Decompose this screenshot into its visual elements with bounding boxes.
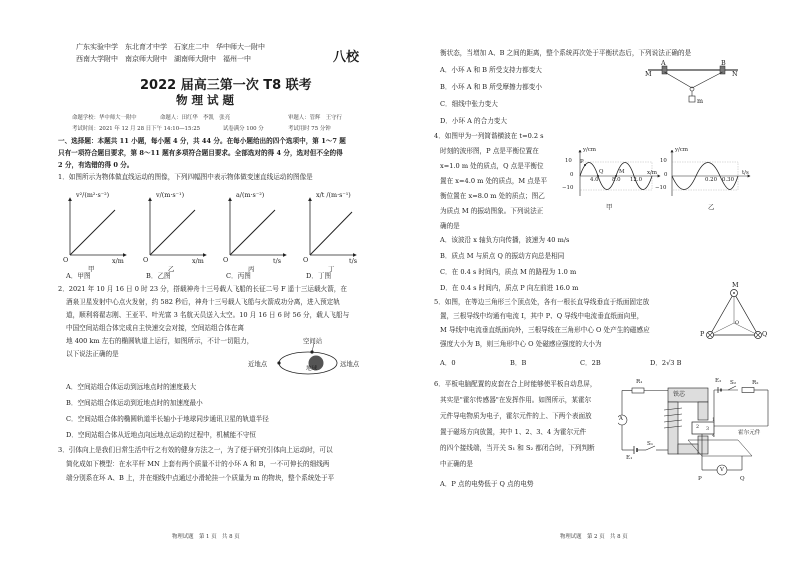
question-2-option-a[interactable]: A．空间站组合体运动到远地点时的速度最大 bbox=[66, 383, 197, 391]
meta-author: 命题人：田红华 李凯 张亮 bbox=[160, 115, 231, 121]
pullup-label-M: M bbox=[645, 70, 652, 78]
wave-jia-xtick-3: 12.0 bbox=[630, 177, 643, 183]
question-2-line2: 酒泉卫星发射中心点火发射，约 582 秒后，神舟十三号载人飞船与火箭成功分离，进入预定轨 bbox=[66, 298, 340, 306]
question-5-option-b[interactable]: B．B bbox=[510, 359, 527, 367]
question-6-line3: 元件导电物质为电子，霍尔元件的上、下两个表面放 bbox=[440, 412, 592, 420]
footer-left: 物理试题 第 1 页 共 8 页 bbox=[172, 534, 240, 540]
wave-jia-xtick-2: 8.0 bbox=[612, 177, 621, 183]
graph-ding-origin: O bbox=[303, 256, 309, 264]
eight-schools-badge: 八校 bbox=[333, 50, 360, 65]
graph-yi-origin: O bbox=[143, 256, 149, 264]
hall-label-element: 霍尔元件 bbox=[738, 430, 761, 436]
graph-ding-ylabel: x/t /(m·s⁻¹) bbox=[316, 191, 351, 199]
question-5-option-c[interactable]: C．2B bbox=[580, 359, 601, 367]
wave-jia-label-P: P bbox=[580, 159, 584, 165]
graph-jia-origin: O bbox=[63, 256, 69, 264]
graph-jia-caption: 甲 bbox=[88, 265, 95, 273]
question-1-option-c[interactable]: C．丙图 bbox=[226, 272, 251, 280]
pullup-label-N: N bbox=[732, 70, 738, 78]
hall-label-Q: Q bbox=[740, 476, 745, 482]
graph-yi-xlabel: x/m bbox=[192, 257, 204, 265]
triangle-figure bbox=[700, 285, 770, 345]
question-6-line2: 其实是"霍尔传感器"在发挥作用。如图所示，某霍尔 bbox=[440, 396, 592, 404]
graph-ding bbox=[310, 198, 356, 255]
graph-yi-ylabel: v/(m·s⁻¹) bbox=[156, 191, 185, 199]
wave-jia-ytick-top: 10 bbox=[565, 158, 572, 164]
wave-jia-ytick-bottom: −10 bbox=[562, 185, 574, 191]
pullup-label-A: A bbox=[661, 59, 666, 67]
question-2-line1: 2．2021 年 10 月 16 日 0 时 23 分，搭载神舟十三号载人飞船的长征二号 F 遥十三运载火箭，在 bbox=[58, 285, 347, 293]
question-2-option-b[interactable]: B．空间站组合体运动到近地点时的加速度最小 bbox=[66, 399, 203, 407]
meta-school: 命题学校：华中师大一附中 bbox=[72, 115, 137, 121]
wave-graph-yi bbox=[672, 150, 750, 196]
hall-label-R2: R₂ bbox=[752, 380, 759, 386]
orbit-perigee-label: 近地点 bbox=[248, 360, 268, 368]
school-list-row2: 西南大学附中 南京师大附中 湖南师大附中 福州一中 bbox=[76, 55, 251, 63]
graph-jia-xlabel: x/m bbox=[112, 257, 124, 265]
wave-yi-ylabel: y/cm bbox=[675, 147, 688, 153]
question-6-line4: 置于磁场方向放置，其中 1、2、3、4 为霍尔元件 bbox=[440, 428, 587, 436]
question-4-line2: 时刻的波形图，P 点是平衡位置在 bbox=[440, 147, 539, 155]
graph-yi bbox=[150, 198, 206, 255]
wave-jia-caption: 甲 bbox=[606, 203, 613, 211]
hall-label-voltmeter: V bbox=[720, 467, 724, 473]
graph-bing-origin: O bbox=[223, 256, 229, 264]
question-4-option-a[interactable]: A．该波沿 x 轴负方向传播，波速为 40 m/s bbox=[440, 236, 570, 244]
wave-yi-caption: 乙 bbox=[708, 203, 715, 211]
pullup-figure bbox=[640, 58, 745, 110]
question-4-line3: x=1.0 m 处的质点，Q 点是平衡位 bbox=[440, 162, 544, 170]
question-4-option-d[interactable]: D．在 0.4 s 时间内，质点 P 向左前进 16.0 m bbox=[440, 284, 579, 292]
wave-yi-ytick-bottom: −10 bbox=[655, 185, 667, 191]
hall-label-terminal-4: 4 bbox=[712, 434, 716, 439]
hall-label-core: 铁芯 bbox=[673, 391, 686, 398]
hall-label-terminal-3: 3 bbox=[706, 427, 710, 432]
wave-yi-xtick-2: 0.30 bbox=[722, 177, 735, 183]
hall-label-terminal-1: 1 bbox=[712, 418, 716, 423]
footer-right: 物理试题 第 2 页 共 8 页 bbox=[560, 534, 628, 540]
school-list-row1: 广东实验中学 东北育才中学 石家庄二中 华中师大一附中 bbox=[76, 43, 265, 51]
question-6-line1: 6．平板电脑配置的皮套在合上时能够使平板自动息屏， bbox=[434, 380, 597, 388]
pullup-label-m: m bbox=[697, 97, 704, 105]
exam-title: 2022 届高三第一次 T8 联考 bbox=[140, 78, 312, 93]
question-1-stem: 1．如图所示为物体做直线运动的图像，下列四幅图中表示物体做变速直线运动的图像是 bbox=[58, 173, 313, 181]
question-6-line5: 的四个接线端，当开关 S₁ 和 S₂ 都闭合时，下列判断 bbox=[440, 444, 595, 452]
meta-duration: 考试用时 75 分钟 bbox=[288, 126, 331, 132]
question-4-option-b[interactable]: B．质点 M 与质点 Q 的振动方向总是相同 bbox=[440, 252, 565, 260]
question-3-option-a[interactable]: A．小环 A 和 B 所受支持力都变大 bbox=[440, 66, 542, 74]
hall-label-P: P bbox=[698, 476, 702, 482]
question-5-option-a[interactable]: A．0 bbox=[440, 359, 456, 367]
question-2-option-d[interactable]: D．空间站组合体从近地点向远地点运动的过程中，机械能不守恒 bbox=[66, 431, 256, 439]
question-1-option-b[interactable]: B．乙图 bbox=[146, 272, 171, 280]
question-1-option-d[interactable]: D．丁图 bbox=[306, 272, 332, 280]
hall-label-terminal-2: 2 bbox=[696, 425, 700, 430]
question-2-line3: 道，顺利将翟志刚、王亚平、叶光富 3 名航天员送入太空。10 月 16 日 6 时 56 分，载人飞船与 bbox=[66, 311, 350, 319]
graph-bing-ylabel: a/(m·s⁻²) bbox=[236, 191, 265, 199]
question-5-line2: 置，三根导线中均通有电流 I，其中 P、Q 导线中电流垂直纸面向里， bbox=[440, 312, 644, 320]
question-4-option-c[interactable]: C．在 0.4 s 时间内，质点 M 的路程为 1.0 m bbox=[440, 268, 577, 276]
question-6-option-a[interactable]: A．P 点的电势低于 Q 点的电势 bbox=[440, 480, 534, 488]
triangle-label-O: O bbox=[735, 320, 740, 326]
wave-yi-ytick-top: 10 bbox=[660, 158, 667, 164]
wave-jia-xtick-1: 4.0 bbox=[590, 177, 599, 183]
question-2-line5: 地 400 km 左右的椭圆轨道上运行，如图所示，不计一切阻力， bbox=[66, 337, 254, 345]
wave-jia-label-Q: Q bbox=[599, 169, 604, 175]
question-3-option-d[interactable]: D．小环 A 的合力变大 bbox=[440, 117, 507, 125]
orbit-station-label: 空间站 bbox=[303, 337, 323, 345]
wave-yi-ytick-zero: 0 bbox=[664, 172, 668, 178]
graph-jia bbox=[70, 198, 126, 255]
hall-label-S1: S₁ bbox=[647, 441, 654, 447]
hall-label-R1: R₁ bbox=[636, 379, 643, 385]
question-6-line6: 中正确的是 bbox=[440, 460, 473, 468]
pullup-label-B: B bbox=[721, 59, 726, 67]
question-2-option-c[interactable]: C．空间站组合体的椭圆轨道半长轴小于地球同步通讯卫星的轨道半径 bbox=[66, 415, 269, 423]
graph-bing-caption: 丙 bbox=[248, 265, 255, 273]
meta-reviewer: 审题人：管辉 王守行 bbox=[288, 115, 342, 121]
hall-label-E1: E₁ bbox=[626, 455, 633, 461]
question-5-line3: M 导线中电流垂直纸面向外，三根导线在三角形中心 O 处产生的磁感应 bbox=[440, 326, 650, 334]
graph-ding-caption: 丁 bbox=[328, 265, 335, 273]
meta-time: 考试时间：2021 年 12 月 28 日下午 14:10—15:25 bbox=[72, 126, 201, 132]
section-instructions-line1: 一、选择题：本题共 11 小题，每小题 4 分，共 44 分。在每小题给出的四个选项中，第 1～7 题 bbox=[58, 137, 346, 145]
question-3-line4: 衡状态，当增加 A、B 之间的距离，整个系统再次处于平衡状态后，下列说法正确的是 bbox=[440, 49, 692, 57]
wave-yi-xlabel: t/s bbox=[742, 170, 749, 176]
question-3-option-c[interactable]: C．细线中张力变大 bbox=[440, 100, 498, 108]
orbit-apogee-label: 远地点 bbox=[340, 360, 360, 368]
orbit-earth-label: 地球 bbox=[306, 366, 318, 372]
question-1-option-a[interactable]: A．甲图 bbox=[66, 272, 91, 280]
meta-score: 试卷满分 100 分 bbox=[223, 126, 264, 132]
graph-jia-ylabel: v²/(m²·s⁻²) bbox=[76, 191, 110, 199]
wave-jia-label-M: M bbox=[619, 169, 625, 175]
question-2-line4: 中国空间站组合体完成自主快速交会对接，空间站组合体在离 bbox=[66, 324, 245, 332]
graph-yi-caption: 乙 bbox=[168, 265, 175, 273]
question-3-option-b[interactable]: B．小环 A 和 B 所受摩擦力都变小 bbox=[440, 83, 542, 91]
question-3-line3: 端分别系在环 A、B 上，并在细线中点通过小滑轮挂一个质量为 m 的物块，整个系统处于平 bbox=[66, 474, 335, 482]
wave-yi-xtick-1: 0.20 bbox=[705, 177, 718, 183]
triangle-label-Q: Q bbox=[762, 330, 768, 338]
question-4-line1: 4．如图甲为一列简谐横波在 t=0.2 s bbox=[434, 132, 544, 140]
subject-title: 物 理 试 题 bbox=[176, 93, 235, 107]
hall-label-E2: E₂ bbox=[715, 378, 722, 384]
wave-jia-xlabel: x/m bbox=[647, 170, 657, 176]
wave-jia-ylabel: y/cm bbox=[583, 147, 596, 153]
question-5-option-d[interactable]: D．2√3 B bbox=[650, 359, 682, 367]
question-5-line4: 强度大小为 B，则三角形中心 O 处磁感应强度的大小为 bbox=[440, 340, 602, 348]
triangle-label-M: M bbox=[732, 281, 739, 289]
question-3-line1: 3．引体向上是我们日常生活中行之有效的健身方法之一，为了便于研究引体向上运动时，可以 bbox=[58, 446, 333, 454]
question-4-line4: 置在 x=4.0 m 处的质点，M 点是平 bbox=[440, 177, 548, 185]
question-2-line6: 以下说法正确的是 bbox=[66, 350, 119, 358]
wave-jia-ytick-zero: 0 bbox=[570, 172, 574, 178]
question-4-line5: 衡位置在 x=8.0 m 处的质点；图乙 bbox=[440, 192, 545, 200]
section-instructions-line3: 2 分，有选错的得 0 分。 bbox=[58, 161, 134, 169]
section-instructions-line2: 只有一项符合题目要求，第 8～11 题有多项符合题目要求。全部选对的得 4 分，选对但不全的得 bbox=[58, 149, 343, 157]
triangle-label-P: P bbox=[700, 330, 705, 338]
question-4-line7: 确的是 bbox=[440, 222, 460, 230]
question-5-line1: 5．如图，在等边三角形三个顶点处，各有一根长直导线垂直于纸面固定放 bbox=[434, 298, 650, 306]
question-1-graphs bbox=[60, 190, 360, 270]
graph-bing-xlabel: t/s bbox=[273, 257, 282, 265]
hall-label-ammeter: A bbox=[619, 416, 623, 422]
question-4-line6: 为质点 M 的振动图象。下列说法正 bbox=[440, 207, 544, 215]
question-3-line2: 简化成如下模型：在水平杆 MN 上套有两个质量不计的小环 A 和 B，一不可伸长的细线两 bbox=[66, 460, 330, 468]
graph-ding-xlabel: t/s bbox=[349, 257, 358, 265]
graph-bing bbox=[230, 198, 286, 255]
hall-label-S2: S₂ bbox=[730, 380, 737, 386]
